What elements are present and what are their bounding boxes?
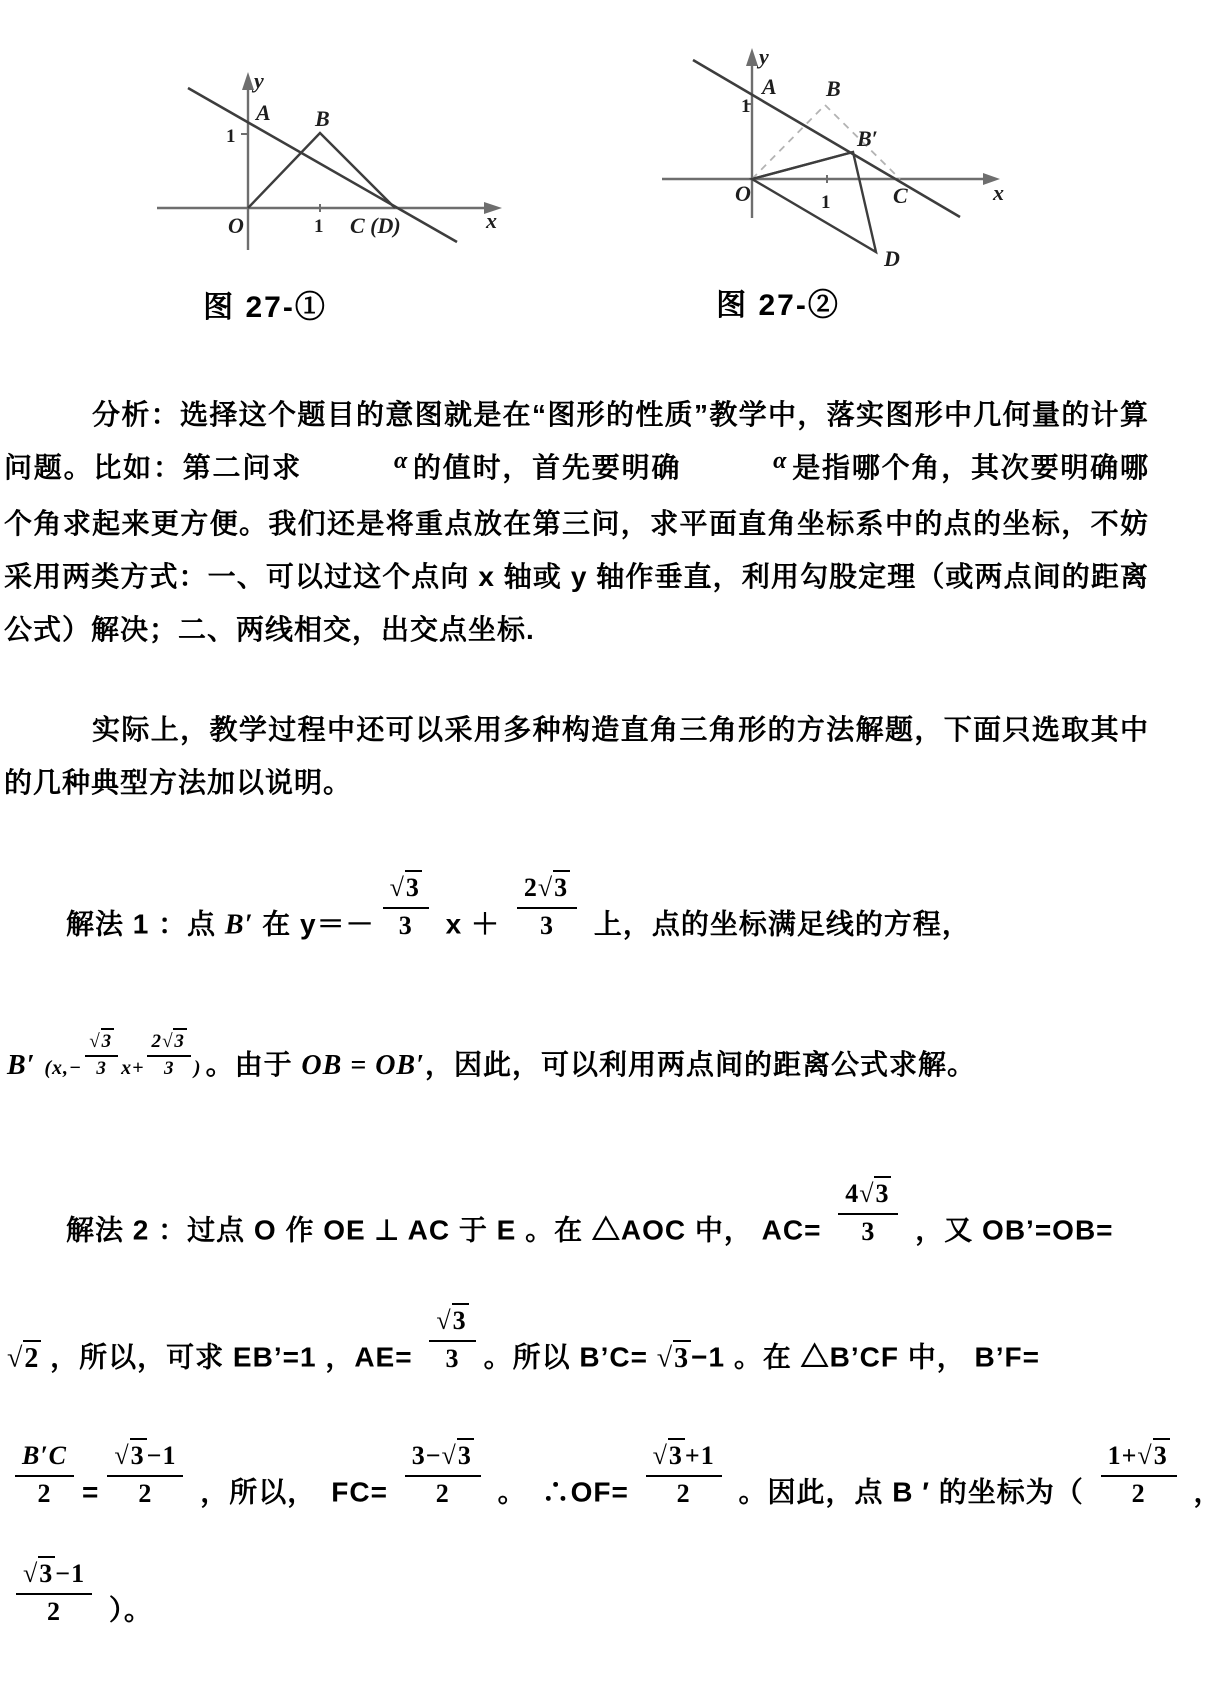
figure-27-1 [110, 30, 520, 265]
fig1-tick-x1: 1 [314, 216, 324, 237]
fig2-label-O: O [735, 181, 751, 206]
fig1-label-x: x [486, 208, 497, 233]
figure1-caption: 图 27-① [203, 291, 327, 324]
solution2-line2: √2 ，所以，可求 EB’=1 ，AE= $\frac{√3}{3}$ 。所以 B’C= √3−1 。在 △B’CF 中， B’F= [7, 1305, 1040, 1376]
paragraph-analysis: 分析：选择这个题目的意图就是在“图形的性质”教学中，落实图形中几何量的计算问题。比如：第二问求 α 的值时，首先要明确 α 是指哪个角，其次要明确哪个角求起来更方便。我们还是将重点放在第三问，求平面直角坐标系中的点的坐标，不妨采用两类方式：一、可以过这个点向 x 轴或 y 轴作垂直，利用勾股定理（或两点间的距离公式）解决；二、两线相交，出交点坐标. [4, 399, 1149, 645]
solution2-line1: 解法 2 ：过点 O 作 OE ⊥ AC 于 E 。在 △AOC 中， AC= $\frac{4√3}{3}$ ，又 OB’=OB= [66, 1178, 1114, 1249]
fig2-tick-y1: 1 [741, 96, 751, 117]
fig2-label-B: B [826, 76, 841, 101]
figure2-caption: 图 27-② [716, 289, 840, 322]
fig1-label-A: A [256, 100, 271, 125]
solution1-line2: B′ (x,− $\frac{√3}{3}$ x+ $\frac{2√3}{3}$ ) 。由于 OB = OB′，因此，可以利用两点间的距离公式求解。 [7, 1030, 976, 1083]
fig2-label-A: A [762, 74, 777, 99]
solution2-line3: $\frac{B'C}{2}$ = $\frac{√3-1}{2}$ ，所以， FC= $\frac{3-√3}{2}$ 。 ∴OF= $\frac{√3+1}{2}$ 。因此，点 B ′ 的坐标为（ $\frac{1+√3}{2}$ ， [7, 1440, 1222, 1511]
fig2-tick-x1: 1 [821, 192, 831, 213]
paragraph-practice: 实际上，教学过程中还可以采用多种构造直角三角形的方法解题，下面只选取其中的几种典型方法加以说明。 [4, 714, 1149, 798]
figure-27-2 [595, 20, 1025, 275]
fig2-triangle-OBpD [752, 152, 876, 252]
fig1-tick-y1: 1 [226, 126, 236, 147]
fig1-label-CD: C (D) [350, 213, 401, 238]
fig1-label-O: O [228, 213, 244, 238]
fig2-label-x: x [993, 180, 1004, 205]
fig2-axes [662, 48, 1000, 218]
fig2-label-D: D [884, 246, 900, 271]
solution1-line1: 解法 1 ：点 B′ 在 y＝－ $\frac{√3}{3}$ x ＋ $\frac{2√3}{3}$ 上，点的坐标满足线的方程， [66, 872, 971, 943]
fig2-line-OBp [752, 152, 853, 179]
solution2-line4: $\frac{√3-1}{2}$ ）。 [8, 1558, 153, 1629]
fig2-label-Bp: B′ [857, 126, 878, 151]
fig1-triangle-OBC [248, 133, 395, 208]
fig1-label-B: B [315, 106, 330, 131]
fig2-label-C: C [893, 183, 908, 208]
fig2-label-y: y [759, 44, 769, 69]
fig1-label-y: y [254, 68, 264, 93]
